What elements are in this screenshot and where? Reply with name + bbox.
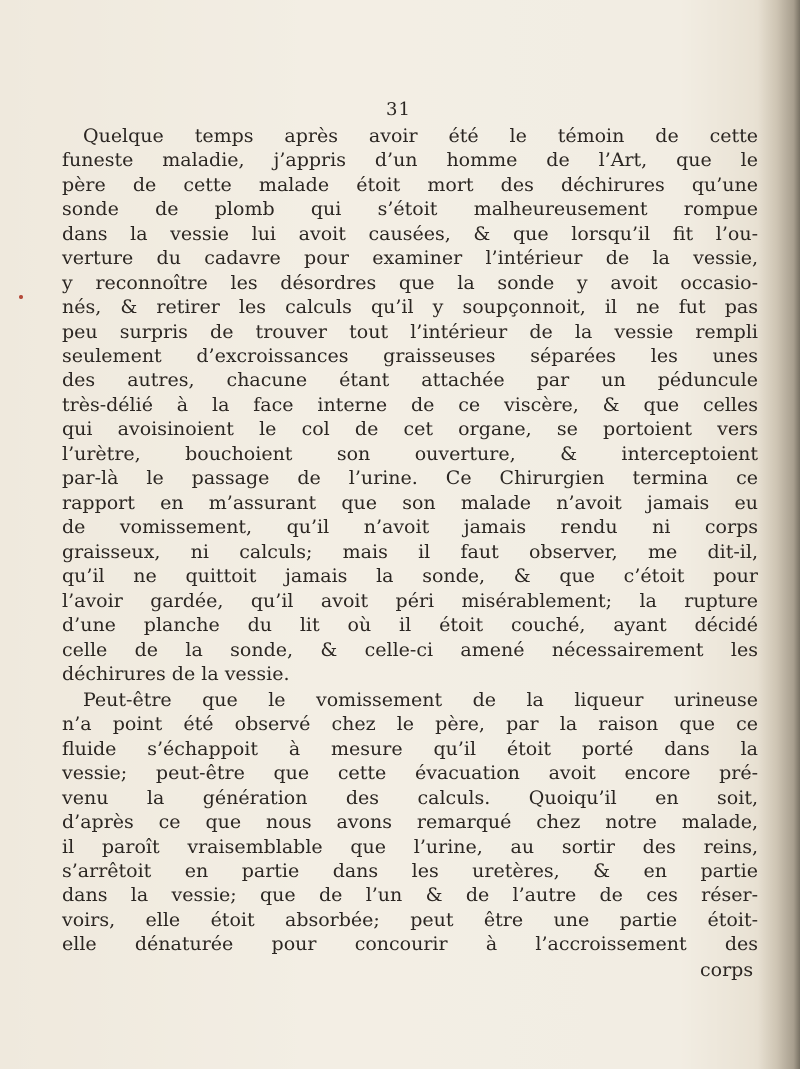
text-line: n’a point été observé chez le père, par la raison que ce (62, 713, 758, 735)
text-line: de vomissement, qu’il n’avoit jamais rendu ni corps (62, 516, 758, 538)
text-line: s’arrêtoit en partie dans les uretères, & en partie (62, 860, 758, 882)
text-line: elle dénaturée pour concourir à l’accroissement des (62, 933, 758, 955)
text-line: celle de la sonde, & celle-ci amené nécessairement les (62, 639, 758, 661)
text-line: voirs, elle étoit absorbée; peut être une partie étoit- (62, 909, 758, 931)
text-line: dans la vessie lui avoit causées, & que lorsqu’il fit l’ou- (62, 223, 758, 245)
text-line: par-là le passage de l’urine. Ce Chirurgien termina ce (62, 467, 758, 489)
text-line: l’urètre, bouchoient son ouverture, & interceptoient (62, 443, 758, 465)
text-line: déchirures de la vessie. (62, 663, 290, 685)
text-line: fluide s’échappoit à mesure qu’il étoit porté dans la (62, 738, 758, 760)
text-line: nés, & retirer les calculs qu’il y soupçonnoit, il ne fut pas (62, 296, 758, 318)
text-line: qui avoisinoient le col de cet organe, se portoient vers (62, 418, 758, 440)
text-line: des autres, chacune étant attachée par un péduncule (62, 369, 758, 391)
text-line: graisseux, ni calculs; mais il faut observer, me dit-il, (62, 541, 758, 563)
text-line: peu surpris de trouver tout l’intérieur de la vessie rempli (62, 321, 758, 343)
text-line: verture du cadavre pour examiner l’intérieur de la vessie, (62, 247, 758, 269)
text-line: seulement d’excroissances graisseuses séparées les unes (62, 345, 758, 367)
text-line: très-délié à la face interne de ce viscère, & que celles (62, 394, 758, 416)
text-line: dans la vessie; que de l’un & de l’autre de ces réser- (62, 884, 758, 906)
text-line: Quelque temps après avoir été le témoin de cette (83, 125, 758, 147)
text-line: d’une planche du lit où il étoit couché, ayant décidé (62, 614, 758, 636)
text-line: Peut-être que le vomissement de la liqueur urineuse (83, 689, 758, 711)
text-line: rapport en m’assurant que son malade n’avoit jamais eu (62, 492, 758, 514)
text-line: l’avoir gardée, qu’il avoit péri misérablement; la rupture (62, 590, 758, 612)
text-line: il paroît vraisemblable que l’urine, au sortir des reins, (62, 836, 758, 858)
text-line: vessie; peut-être que cette évacuation avoit encore pré- (62, 762, 758, 784)
text-line: y reconnoître les désordres que la sonde y avoit occasio- (62, 272, 758, 294)
page-number: 31 (386, 99, 411, 120)
text-line: venu la génération des calculs. Quoiqu’il en soit, (62, 787, 758, 809)
text-line: funeste maladie, j’appris d’un homme de l’Art, que le (62, 149, 758, 171)
text-line: qu’il ne quittoit jamais la sonde, & que c’étoit pour (62, 565, 758, 587)
text-line: sonde de plomb qui s’étoit malheureusement rompue (62, 198, 758, 220)
text-line: d’après ce que nous avons remarqué chez notre malade, (62, 811, 758, 833)
text-line: corps (700, 959, 754, 981)
text-line: père de cette malade étoit mort des déchirures qu’une (62, 174, 758, 196)
